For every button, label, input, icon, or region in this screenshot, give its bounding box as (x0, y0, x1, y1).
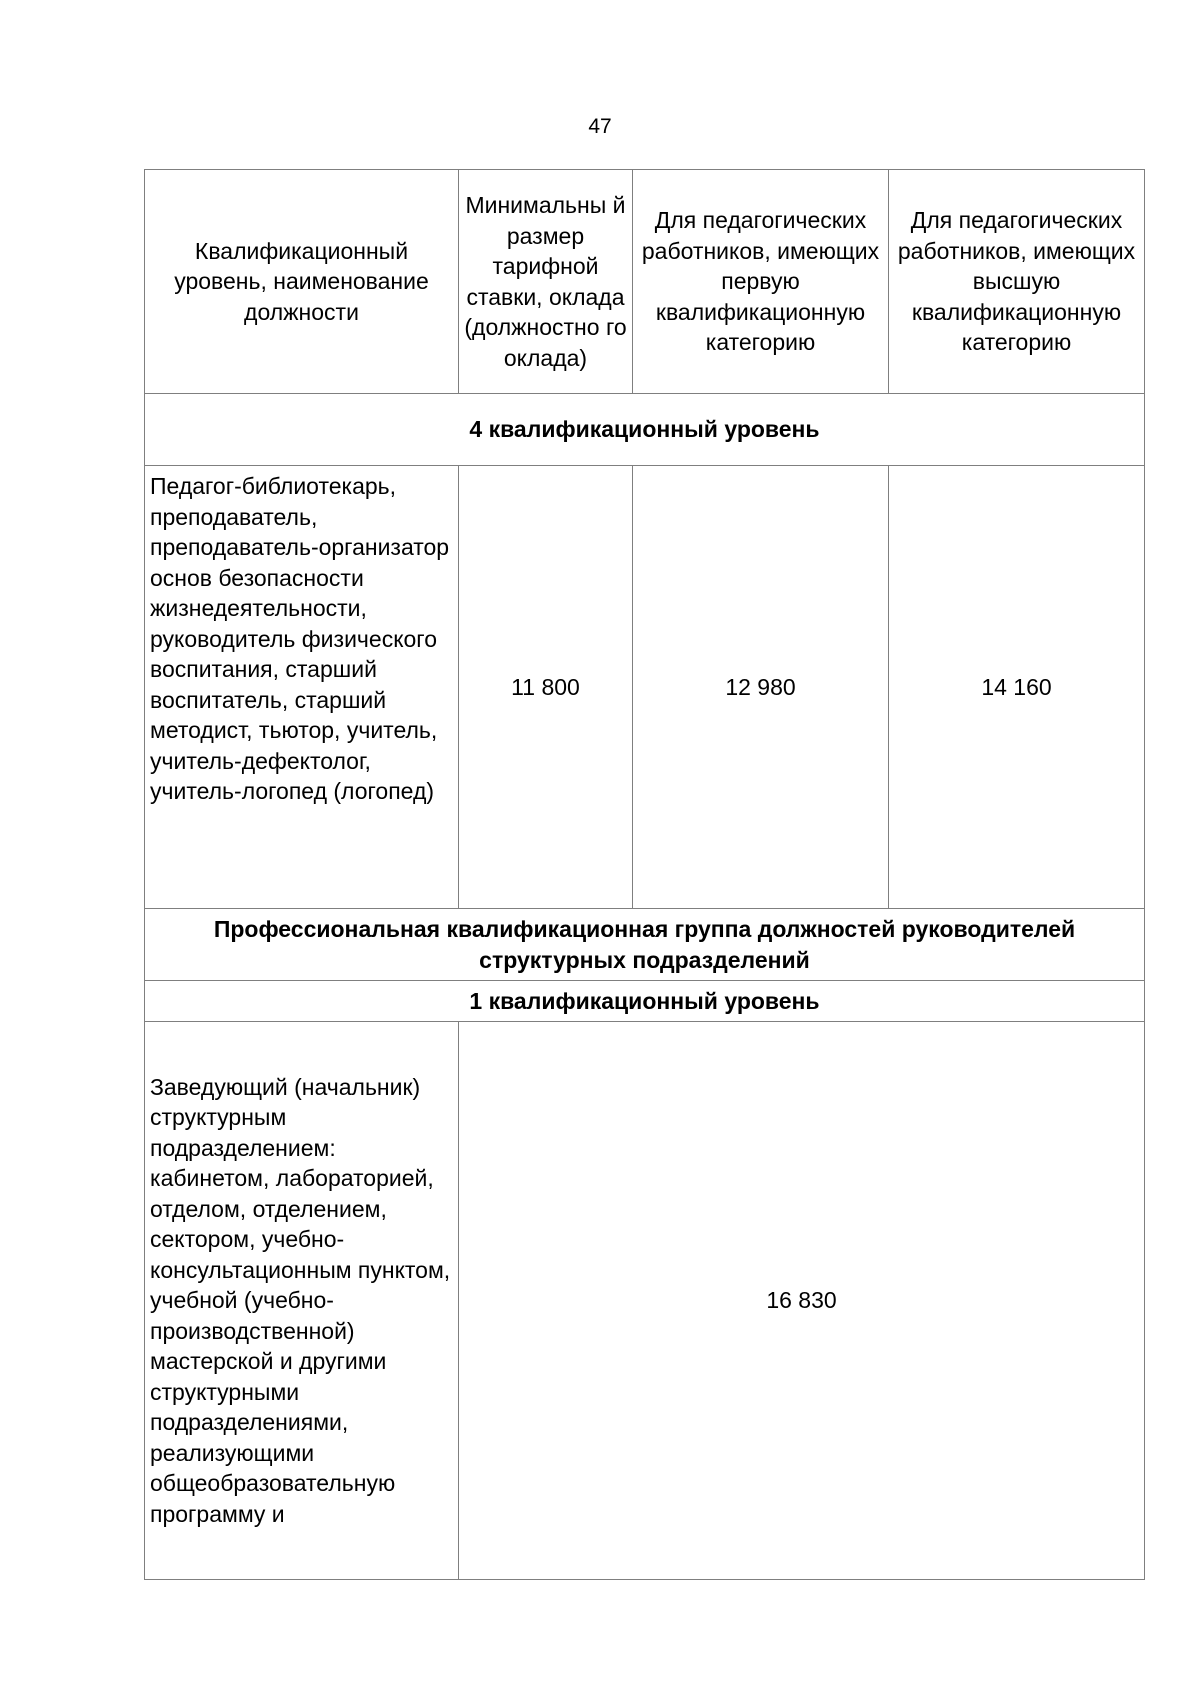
header-first-category: Для педагогических работников, имеющих первую квалификационную категорию (633, 170, 889, 394)
level1-salary: 16 830 (459, 1022, 1145, 1580)
level4-positions: Педагог-библиотекарь, преподаватель, преподаватель-организатор основ безопасности жизнедеятельности, руководитель физического воспитания, старший воспитатель, старший методист, тьютор, учитель, учитель-дефектолог, учитель-логопед (логопед) (145, 466, 459, 909)
table-row (145, 1022, 1145, 1580)
salary-table (144, 169, 1145, 1580)
level4-highest-category: 14 160 (889, 466, 1145, 909)
group-title: Профессиональная квалификационная группа должностей руководителей структурных подразделений (145, 909, 1145, 981)
level1-title-row (145, 981, 1145, 1022)
level1-positions: Заведующий (начальник) структурным подразделением: кабинетом, лабораторией, отделом, отделением, сектором, учебно-консультационным пунктом, учебной (учебно-производственной) мастерской и другими структурными подразделениями, реализующими общеобразовательную программу и (145, 1022, 459, 1580)
level4-title: 4 квалификационный уровень (145, 394, 1145, 466)
header-qualification-level: Квалификационный уровень, наименование должности (145, 170, 459, 394)
level4-first-category: 12 980 (633, 466, 889, 909)
header-min-salary: Минимальны й размер тарифной ставки, оклада (должностно го оклада) (459, 170, 633, 394)
level4-min-salary: 11 800 (459, 466, 633, 909)
level1-title: 1 квалификационный уровень (145, 981, 1145, 1022)
group-title-row (145, 909, 1145, 981)
level4-title-row (145, 394, 1145, 466)
table-header-row (145, 170, 1145, 394)
table-row (145, 466, 1145, 909)
page-number: 47 (588, 115, 612, 138)
header-highest-category: Для педагогических работников, имеющих высшую квалификационную категорию (889, 170, 1145, 394)
